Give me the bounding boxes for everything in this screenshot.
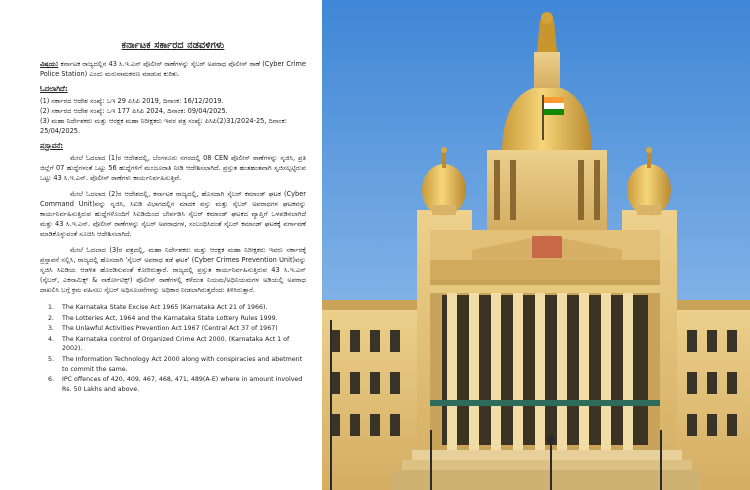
act-text: The Unlawful Activities Prevention Act 1967 (Central Act 37 of 1967) [62, 325, 278, 333]
act-text: The Information Technology Act 2000 along with conspiracies and abetment to commit the same. [62, 355, 303, 373]
act-item [48, 324, 306, 334]
act-number: 6. [48, 376, 55, 384]
references-heading: ಓದಲಾಗಿದೆ: [40, 85, 68, 93]
reference-item: (2) ಸರ್ಕಾರದ ಆದೇಶ ಸಂಖ್ಯೆ: ಒಇ 177 ಪಿಸಿಪಿ 2024, ದಿನಾಂಕ: 09/04/2025. [40, 107, 228, 115]
act-number: 3. [48, 325, 55, 333]
act-number: 2. [48, 314, 55, 322]
act-text: The Karnataka State Excise Act 1965 (Karnataka Act 21 of 1966). [62, 304, 268, 311]
act-text: The Karnataka control of Organized Crime Act 2000. (Karnataka Act 1 of 2002). [62, 335, 290, 353]
act-item [48, 314, 306, 324]
act-number: 5. [48, 355, 55, 363]
front-steps [392, 450, 702, 490]
act-text: IPC offences of 420, 409, 467, 468, 471, 489(A-E) where in amount involved Rs. 50 Lakhs and above. [62, 376, 303, 393]
subject-text: ಕರ್ನಾಟಕ ರಾಜ್ಯದಲ್ಲಿನ 43 ಸಿ.ಇ.ಎನ್ ಪೊಲೀಸ್ ಠಾಣೆಗಳನ್ನು ಸೈಬರ್ ಅಪರಾಧ ಪೊಲೀಸ್ ಠಾಣೆ (Cyber Crime Police Station) ಎಂದು ಮರುನಾಮಕರಣ ಮಾಡುವ ಕುರಿತು. [40, 60, 306, 78]
vidhana-soudha-illustration [322, 0, 750, 490]
preamble-heading: ಪ್ರಸ್ತಾವನೆ: [40, 142, 64, 150]
act-item [48, 303, 306, 313]
reference-item: (1) ಸರ್ಕಾರದ ಆದೇಶ ಸಂಖ್ಯೆ: ಒಇ 29 ಪಿಸಿಪಿ 2019, ದಿನಾಂಕ: 16/12/2019. [40, 97, 224, 105]
act-number: 4. [48, 335, 55, 343]
building-photo [322, 0, 750, 490]
act-item [48, 375, 306, 394]
act-item [48, 335, 306, 354]
act-text: The Lotteries Act, 1964 and the Karnataka State Lottery Rules 1999. [62, 314, 278, 322]
subject-label: ವಿಷಯ: [40, 60, 59, 68]
preamble-paragraph: ಮೇಲೆ ಓದಲಾದ (3)ರ ಪತ್ರದಲ್ಲಿ, ಮಹಾ ನಿರ್ದೇಶಕರು ಮತ್ತು ಆರಕ್ಷಕ ಮಹಾ ನಿರೀಕ್ಷಕರು ಇವರು ಸರ್ಕಾರಕ್ಕೆ ಪ್ರಸ್ತಾವನೆ ಸಲ್ಲಿಸಿ, ರಾಜ್ಯದಲ್ಲಿ ಹೊಸದಾಗಿ 'ಸೈಬರ್ ಅಪರಾಧ ತಡೆ ಘಟಕ' (Cyber Crimes Prevention Unit)ವನ್ನು ಸೃಜಿಸಿ ಸಿಐಡಿಯ ಆಡಳಿತ ಹೊರಡಿಸುವಂತೆ ಕೋರಿರುತ್ತಾರೆ. ರಾಜ್ಯದಲ್ಲಿ ಪ್ರಸ್ತುತ ಕಾರ್ಯನಿರ್ವಹಿಸುತ್ತಿರುವ 43 ಸಿ.ಇ.ಎನ್ (ಸೈಬರ್, ಎಕನಾಮಿಕ್ಸ್ & ನಾರ್ಕೋಟಿಕ್ಸ್) ಪೊಲೀಸ್ ಠಾಣೆಗಳಲ್ಲಿ ಕಳೆದಂತ ನಿಯಮ/ಅಧಿನಿಯಮಗಳ ಅಡಿಯಲ್ಲಿ ಅಪರಾಧ ದಾಖಲಿಸಿ ಬಗ್ಗೆ ಕ್ರಮ ವಹಿಸಲು ಸೈಬರ್ ಅಧಿಸೂಚನೆಗಳನ್ನು ಅಧಿಕಾರ ನೀಡಲಾಗಿರುತ್ತದೆಂದು ತಿಳಿಸಿರುತ್ತಾರೆ. [40, 246, 306, 294]
preamble-paragraph: ಮೇಲೆ ಓದಲಾದ (1)ರ ಆದೇಶದಲ್ಲಿ, ಬೆಂಗಳೂರು ನಗರದಲ್ಲಿ 08 CEN ಪೊಲೀಸ್ ಠಾಣೆಗಳನ್ನು ಸೃಜಿಸಿ, ಪ್ರತಿ ಜಿಲ್ಲೆಗೆ 07 ಹುದ್ದೆಗಳಂತೆ ಒಟ್ಟು 56 ಹುದ್ದೆಗಳಿಗೆ ಮಂಜೂರಾತಿ ನೀಡಿ ಆದೇಶಿಸಲಾಗಿದೆ. ಪ್ರಸ್ತುತ ಹಂತಹಂತವಾಗಿ ಸೃಜಿಸಲ್ಪಟ್ಟಿರುವ ಒಟ್ಟು 43 ಸಿ.ಇ.ಎನ್. ಪೊಲೀಸ್ ಠಾಣೆಗಳು ಕಾರ್ಯನಿರ್ವಹಿಸುತ್ತಿವೆ. [40, 154, 306, 182]
act-item [48, 355, 306, 374]
preamble-paragraph: ಮೇಲೆ ಓದಲಾದ (2)ರ ಆದೇಶದಲ್ಲಿ, ಕರ್ನಾಟಕ ರಾಜ್ಯದಲ್ಲಿ, ಹೊಸದಾಗಿ ಸೈಬರ್ ಕಮಾಂಡ್ ಘಟಕ (Cyber Command Unit)ವನ್ನು ಸೃಜಿಸಿ, ಸಿಐಡಿ ವಿಭಾಗದಲ್ಲಿನ ಮಾದಕ ವಸ್ತು ಮತ್ತು ಸೈಬರ್ ಅಪರಾಧಗಳ ಘಟಕವನ್ನು ಕಾರ್ಯನಿರ್ವಹಿಸುತ್ತಿರುವ ಹುದ್ದೆಗಳೊಂದಿಗೆ ಸಿಐಡಿಯಿಂದ ಬೇರ್ಪಡಿಸಿ ಸೈಬರ್ ಕಮಾಂಡ್ ಘಟಕದ ವ್ಯಾಪ್ತಿಗೆ ಒಳಪಡಿಸಲಾಗಿದೆ ಮತ್ತು 43 ಸಿ.ಇ.ಎನ್. ಪೊಲೀಸ್ ಠಾಣೆಗಳನ್ನು ಸೈಬರ್ ಅಪರಾಧಗಳ, ಸಂಬಂಧಿಸಿದಂತೆ ಸೈಬರ್ ಕಮಾಂಡ್ ಘಟಕಕ್ಕೆ ವರ್ಗಾವಣೆ ಮಾಡಿಕೊಳ್ಳುವಂತೆ ಸೂಚಿಸಿ ಆದೇಶಿಸಲಾಗಿದೆ. [40, 190, 306, 238]
reference-item: (3) ಮಹಾ ನಿರ್ದೇಶಕರು ಮತ್ತು ಆರಕ್ಷಕ ಮಹಾ ನಿರೀಕ್ಷಕರು ಇವರ ಪತ್ರ ಸಂಖ್ಯೆ: ಪಿಸಿಪಿ(2)31/2024-25, ದಿನಾಂಕ: 25/04/2025. [40, 117, 287, 135]
act-number: 1. [48, 304, 55, 311]
acts-list [40, 303, 306, 394]
document-title: ಕರ್ನಾಟಕ ಸರ್ಕಾರದ ನಡವಳಿಗಳು [121, 40, 225, 51]
central-facade [430, 230, 660, 280]
subject-paragraph [40, 59, 306, 79]
government-order-document [0, 0, 322, 490]
